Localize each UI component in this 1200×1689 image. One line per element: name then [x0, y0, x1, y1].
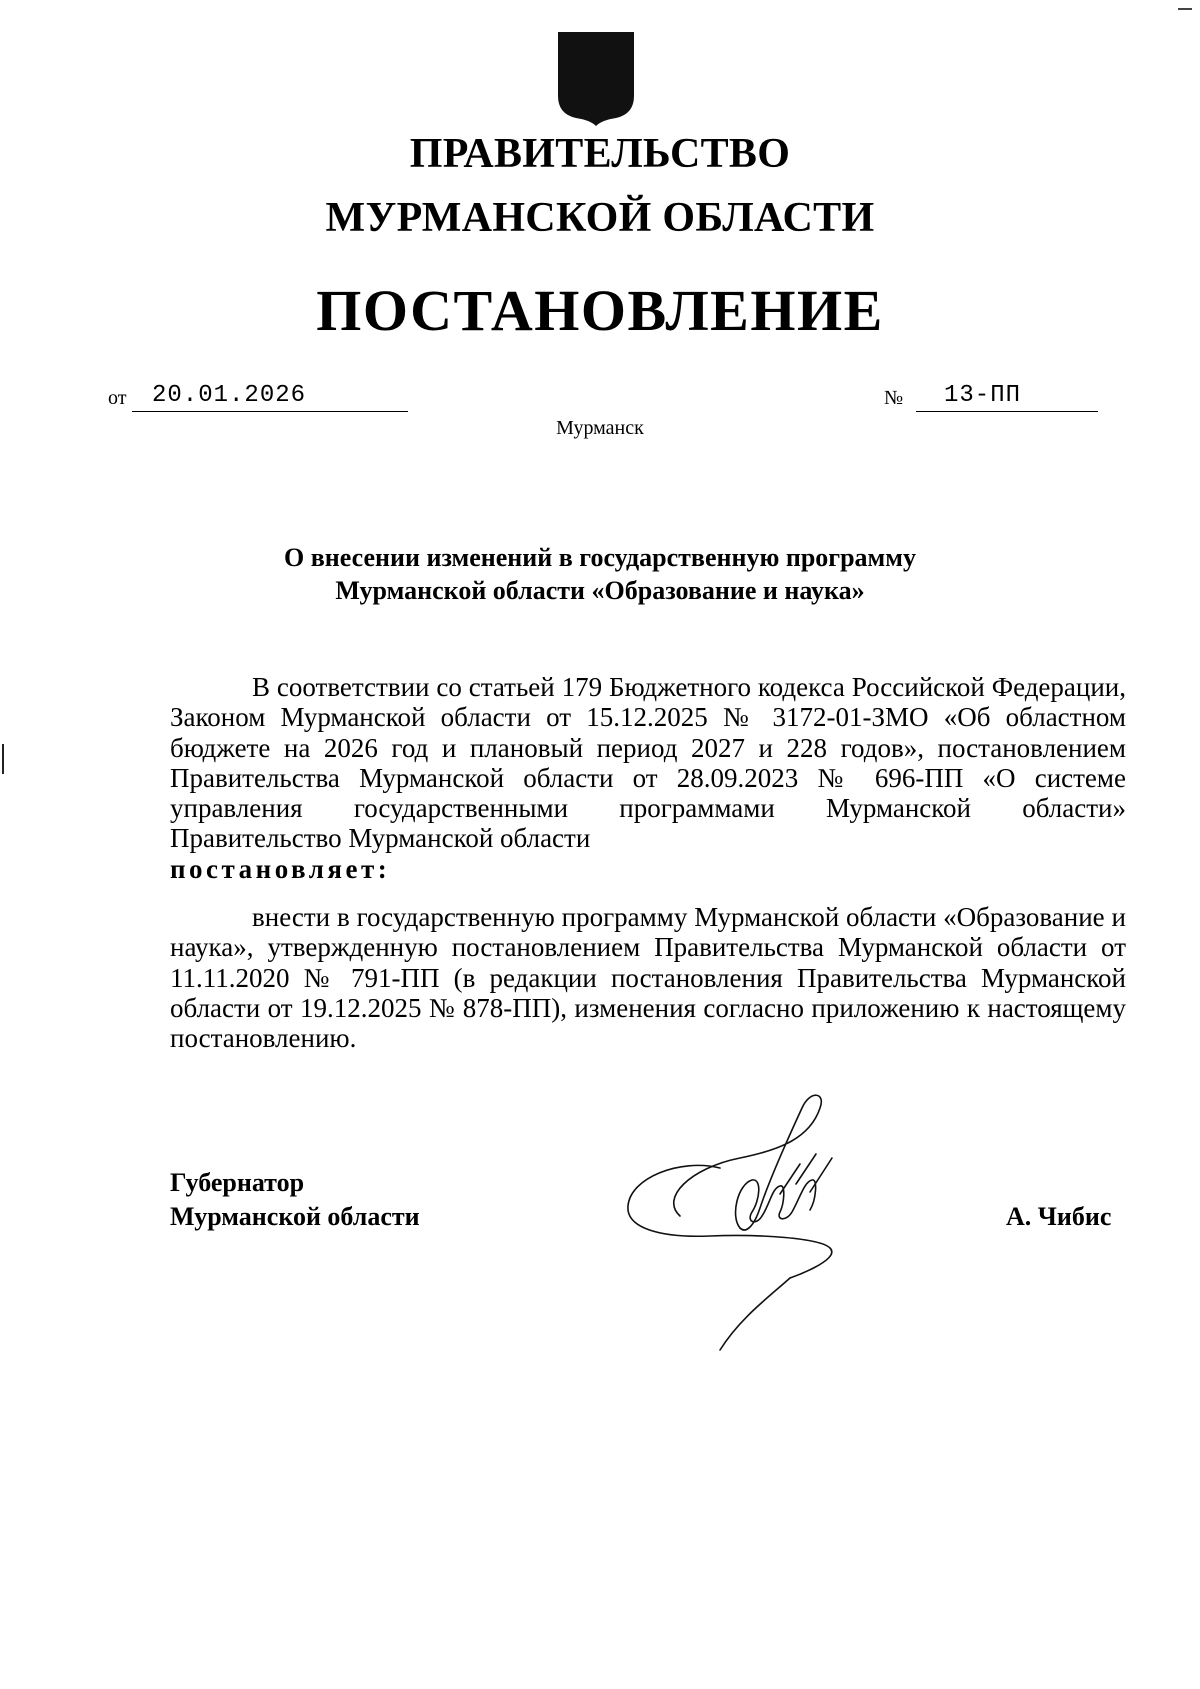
signer-position-line-2: Мурманской области [170, 1202, 420, 1231]
document-subject [180, 541, 1020, 607]
document-type-heading: ПОСТАНОВЛЕНИЕ [316, 278, 884, 343]
subject-line-2: Мурманской области «Образование и наука» [335, 576, 865, 605]
handwritten-signature [620, 1088, 940, 1358]
subject-line-1: О внесении изменений в государственную программу [284, 543, 916, 572]
preamble-text: В соответствии со статьей 179 Бюджетного кодекса Российской Федерации, Законом Мурманской области от 15.12.2025 № 3172-01-ЗМО «Об областном бюджете на 2026 год и плановый период 2027 и 228 годов», постановлением Правительства Мурманской области от 28.09.2023 № 696-ПП «О системе управления государственными программами Мурманской области» Правительство Мурманской области [170, 672, 1126, 854]
document-number: 13-ПП [916, 381, 1098, 412]
operative-text: внести в государственную программу Мурманской области «Образование и наука», утвержденную постановлением Правительства Мурманской области от 11.11.2020 № 791-ПП (в редакции постановления Правительства Мурманской области от 19.12.2025 № 878-ПП), изменения согласно приложению к настоящему постановлению. [170, 902, 1126, 1054]
preamble-paragraph [170, 672, 1126, 884]
city-name: Мурманск [556, 417, 644, 439]
operative-paragraph [170, 902, 1126, 1053]
number-sign: № [884, 387, 904, 409]
signer-position-line-1: Губернатор [170, 1168, 305, 1197]
coat-of-arms-emblem [556, 32, 636, 126]
date-number-row [108, 381, 1108, 415]
government-title-line-1: ПРАВИТЕЛЬСТВО [409, 131, 791, 177]
decree-word: постановляет: [170, 853, 391, 884]
signer-position [170, 1166, 420, 1234]
document-date: 20.01.2026 [132, 381, 408, 412]
signer-name: А. Чибис [1006, 1202, 1112, 1231]
government-title-line-2: МУРМАНСКОЙ ОБЛАСТИ [325, 195, 875, 241]
scan-edge-mark [2, 744, 4, 774]
scan-corner-mark [1178, 8, 1192, 10]
date-prefix: от [108, 387, 127, 409]
